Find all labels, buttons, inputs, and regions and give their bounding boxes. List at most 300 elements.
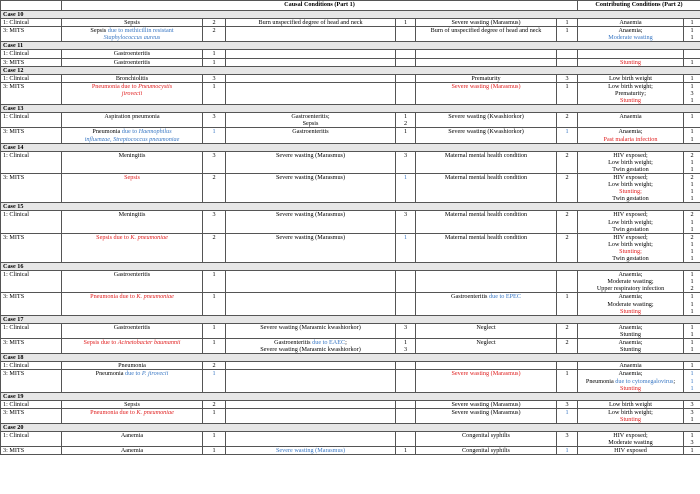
condition-cell — [226, 408, 396, 423]
weight-cell — [557, 58, 578, 66]
condition-text: Anaemia; — [618, 370, 643, 378]
weight-cell — [203, 82, 226, 104]
table-body — [1, 11, 700, 455]
condition-cell — [62, 323, 203, 338]
condition-text: Severe wasting (Marasmus) — [275, 173, 346, 181]
condition-text: Severe wasting (Marasmus) — [275, 151, 346, 159]
condition-text: Severe wasting (Marasmus) — [275, 233, 346, 241]
case-label: Case 11 — [1, 42, 700, 50]
condition-text: Prematurity — [471, 74, 501, 82]
condition-text: Pneumocystis — [138, 82, 173, 90]
weight-value: 1 — [690, 181, 694, 189]
condition-cell — [62, 27, 203, 42]
condition-text: Gastroenteritis — [113, 58, 151, 66]
weight-cell — [203, 50, 226, 58]
row-source-label: 3: MITS — [1, 173, 62, 202]
condition-cell — [226, 447, 396, 455]
weight-cell — [684, 323, 700, 338]
table-row — [1, 370, 700, 392]
condition-cell — [416, 271, 557, 293]
weight-cell — [203, 151, 226, 173]
header-label — [1, 1, 62, 11]
table-row — [1, 27, 700, 42]
condition-cell — [62, 400, 203, 408]
weight-cell — [396, 271, 416, 293]
weight-value: 1 — [565, 82, 569, 90]
weight-value: 1 — [403, 173, 408, 181]
condition-text: Low birth weight; — [608, 181, 653, 189]
weight-cell — [203, 447, 226, 455]
condition-cell — [226, 128, 396, 143]
row-source-label: 3: MITS — [1, 128, 62, 143]
condition-cell — [416, 113, 557, 128]
table-row — [1, 82, 700, 104]
condition-text: Stunting — [620, 346, 641, 354]
condition-cell — [578, 447, 684, 455]
weight-value: 1 — [690, 225, 694, 233]
weight-value: 1 — [690, 255, 694, 262]
weight-value: 1 — [690, 362, 694, 370]
weight-cell — [396, 128, 416, 143]
weight-cell — [396, 27, 416, 42]
case-header-row — [1, 66, 700, 74]
condition-text: Stunting; — [619, 247, 642, 255]
condition-cell — [62, 339, 203, 354]
weight-value: 1 — [403, 233, 408, 241]
weight-value: 1 — [565, 447, 569, 455]
row-source-label: 3: MITS — [1, 58, 62, 66]
condition-cell — [416, 58, 557, 66]
case-label: Case 16 — [1, 263, 700, 271]
weight-cell — [203, 74, 226, 82]
weight-cell — [203, 432, 226, 447]
condition-text: Sepsis — [124, 400, 140, 408]
condition-text: Low birth weight; — [608, 240, 653, 248]
weight-value: 1 — [690, 128, 694, 136]
weight-value: 3 — [690, 439, 694, 447]
case-label: Case 14 — [1, 143, 700, 151]
condition-cell — [578, 19, 684, 27]
weight-cell — [684, 173, 700, 202]
condition-cell — [226, 362, 396, 370]
condition-cell — [578, 82, 684, 104]
row-source-label: 1: Clinical — [1, 271, 62, 293]
weight-value: 2 — [690, 151, 694, 159]
condition-cell — [62, 370, 203, 392]
condition-text: Anaemia; — [618, 339, 643, 347]
weight-value: 2 — [212, 233, 216, 241]
condition-text: Moderate wasting — [608, 34, 653, 42]
weight-cell — [396, 151, 416, 173]
condition-text: Sepsis due to — [96, 233, 131, 241]
weight-value: 1 — [212, 447, 216, 455]
condition-cell — [62, 50, 203, 58]
condition-text: Pneumonia due to — [90, 293, 137, 301]
condition-text: due to methicillin resistant — [107, 27, 174, 35]
case-header-row — [1, 354, 700, 362]
condition-cell — [416, 128, 557, 143]
case-label: Case 19 — [1, 392, 700, 400]
weight-value: 1 — [690, 218, 694, 226]
case-header-row — [1, 315, 700, 323]
weight-cell — [684, 211, 700, 233]
condition-text: Stunting — [620, 97, 641, 105]
condition-text: Low birth weight; — [608, 218, 653, 226]
condition-cell — [416, 432, 557, 447]
weight-cell — [396, 173, 416, 202]
weight-cell — [396, 19, 416, 27]
table-row — [1, 293, 700, 315]
weight-cell — [396, 370, 416, 392]
condition-cell — [578, 362, 684, 370]
condition-text: Stunting — [620, 58, 641, 66]
weight-value: 1 — [690, 158, 694, 166]
condition-text: Severe wasting (Marasmus) — [451, 82, 521, 90]
weight-value: 1 — [690, 339, 694, 347]
condition-text: Severe wasting (Marasmus) — [451, 370, 521, 378]
condition-text: Pneumonia — [118, 362, 146, 370]
case-header-row — [1, 392, 700, 400]
condition-text: Anaemia; — [618, 128, 643, 136]
weight-cell — [203, 19, 226, 27]
case-header-row — [1, 143, 700, 151]
weight-cell — [557, 323, 578, 338]
case-header-row — [1, 203, 700, 211]
condition-text: Anaemia; — [618, 271, 643, 279]
condition-cell — [416, 233, 557, 262]
weight-cell — [684, 271, 700, 293]
case-label: Case 20 — [1, 424, 700, 432]
row-source-label: 3: MITS — [1, 27, 62, 42]
condition-text: due to — [125, 370, 142, 378]
condition-cell — [226, 233, 396, 262]
weight-value: 2 — [212, 362, 216, 370]
condition-text: Severe wasting (Marasmic kwashiorkor) — [260, 346, 361, 354]
condition-text: due to cytomegalovirus — [615, 377, 674, 385]
condition-text: Anaemia — [619, 362, 642, 370]
condition-cell — [62, 128, 203, 143]
weight-cell — [684, 370, 700, 392]
condition-text: due to EAEC — [312, 339, 346, 347]
case-header-row — [1, 42, 700, 50]
weight-cell — [396, 233, 416, 262]
condition-text: Congenital syphilis — [462, 447, 510, 455]
weight-value: 1 — [212, 58, 216, 66]
condition-cell — [62, 19, 203, 27]
condition-cell — [578, 370, 684, 392]
condition-cell — [416, 211, 557, 233]
weight-cell — [203, 173, 226, 202]
weight-value: 1 — [212, 82, 216, 90]
weight-cell — [557, 151, 578, 173]
condition-cell — [226, 339, 396, 354]
condition-text: Sepsis — [302, 120, 319, 128]
condition-text: ; — [345, 339, 347, 347]
weight-value: 2 — [212, 400, 216, 408]
condition-text: Low birth weight — [609, 400, 652, 408]
condition-text: Aspiration pneumonia — [104, 113, 160, 121]
condition-text: jirovecii — [121, 89, 143, 97]
condition-cell — [578, 27, 684, 42]
condition-cell — [416, 339, 557, 354]
weight-cell — [396, 74, 416, 82]
header-causal-conditions: Causal Conditions (Part 1) — [62, 1, 578, 11]
weight-value: 1 — [403, 447, 408, 455]
condition-cell — [62, 271, 203, 293]
weight-cell — [557, 362, 578, 370]
condition-text: Anaemia; — [618, 293, 643, 301]
weight-value: 1 — [212, 370, 216, 378]
row-source-label: 3: MITS — [1, 447, 62, 455]
case-label: Case 12 — [1, 66, 700, 74]
condition-text: Low birth weight; — [608, 82, 653, 90]
weight-value: 1 — [690, 97, 694, 105]
weight-value: 2 — [565, 323, 569, 331]
condition-text: Severe wasting (Marasmus) — [451, 408, 521, 416]
condition-text: Anaemia; — [618, 27, 643, 35]
condition-text: Aanemia — [120, 432, 144, 440]
weight-cell — [684, 58, 700, 66]
condition-cell — [416, 173, 557, 202]
table-row — [1, 432, 700, 447]
condition-text: Sepsis due to — [83, 339, 118, 347]
weight-value: 1 — [212, 128, 216, 136]
weight-cell — [396, 293, 416, 315]
condition-text: Gastroenteritis — [113, 271, 151, 279]
weight-cell — [557, 128, 578, 143]
weight-cell — [557, 271, 578, 293]
weight-value: 1 — [212, 408, 216, 416]
weight-value: 1 — [690, 384, 694, 392]
condition-text: Stunting — [620, 330, 641, 338]
row-source-label: 1: Clinical — [1, 151, 62, 173]
condition-cell — [226, 271, 396, 293]
weight-cell — [557, 293, 578, 315]
condition-cell — [62, 447, 203, 455]
weight-cell — [203, 271, 226, 293]
weight-value: 2 — [690, 173, 694, 181]
condition-cell — [62, 58, 203, 66]
weight-value: 3 — [212, 211, 216, 219]
table-row — [1, 128, 700, 143]
condition-cell — [62, 408, 203, 423]
condition-text: influenzae, Streptococcus pneumoniae — [84, 135, 180, 143]
condition-text: HIV exposed; — [613, 432, 648, 440]
condition-text: K. pneumoniae — [130, 233, 168, 241]
condition-text: due to EPEC — [489, 293, 521, 301]
condition-cell — [578, 151, 684, 173]
condition-text: Neglect — [476, 339, 496, 347]
condition-cell — [226, 58, 396, 66]
condition-cell — [226, 113, 396, 128]
weight-value: 3 — [565, 400, 569, 408]
weight-value: 2 — [565, 151, 569, 159]
condition-cell — [226, 50, 396, 58]
weight-value: 2 — [565, 233, 569, 241]
weight-cell — [557, 432, 578, 447]
weight-cell — [684, 432, 700, 447]
condition-cell — [416, 50, 557, 58]
condition-text: Sepsis — [124, 19, 140, 27]
condition-text: Low birth weight; — [608, 158, 653, 166]
weight-cell — [557, 27, 578, 42]
condition-text: ; — [673, 377, 676, 385]
weight-cell — [557, 173, 578, 202]
condition-text: Moderate wasting — [608, 439, 653, 447]
weight-cell — [396, 432, 416, 447]
condition-cell — [226, 27, 396, 42]
condition-text: Gastroenteritis — [113, 50, 151, 58]
weight-value: 3 — [690, 400, 694, 408]
condition-text: Stunting — [620, 307, 641, 315]
table-row — [1, 447, 700, 455]
condition-text: HIV exposed; — [613, 233, 648, 241]
condition-cell — [416, 82, 557, 104]
condition-cell — [416, 370, 557, 392]
condition-text: Stunting; — [619, 188, 642, 196]
weight-value: 2 — [212, 19, 216, 27]
weight-value: 1 — [212, 293, 216, 301]
condition-cell — [578, 323, 684, 338]
weight-cell — [396, 362, 416, 370]
table-row — [1, 339, 700, 354]
condition-text: Gastroenteritis — [292, 128, 329, 136]
table-row — [1, 271, 700, 293]
condition-cell — [416, 19, 557, 27]
weight-cell — [684, 27, 700, 42]
condition-text: Pneumonia — [92, 128, 122, 136]
condition-cell — [578, 293, 684, 315]
condition-cell — [578, 233, 684, 262]
condition-cell — [416, 362, 557, 370]
condition-text: Moderate wasting; — [607, 278, 654, 286]
condition-text: Maternal mental health condition — [444, 233, 528, 241]
weight-value: 3 — [403, 211, 408, 219]
weight-cell — [203, 323, 226, 338]
weight-value: 2 — [690, 285, 694, 293]
weight-cell — [396, 113, 416, 128]
condition-text: HIV exposed; — [613, 151, 648, 159]
condition-cell — [226, 82, 396, 104]
condition-cell — [226, 370, 396, 392]
weight-value: 1 — [690, 300, 694, 308]
weight-value: 1 — [690, 165, 694, 173]
weight-value: 2 — [565, 113, 569, 121]
weight-value: 1 — [690, 113, 694, 121]
weight-cell — [396, 50, 416, 58]
condition-text: HIV exposed; — [613, 173, 648, 181]
condition-cell — [226, 432, 396, 447]
weight-cell — [396, 323, 416, 338]
weight-cell — [557, 82, 578, 104]
weight-value: 1 — [690, 135, 694, 143]
weight-value: 3 — [212, 151, 216, 159]
weight-cell — [203, 370, 226, 392]
row-source-label: 3: MITS — [1, 82, 62, 104]
condition-text: Maternal mental health condition — [444, 211, 528, 219]
table-row — [1, 323, 700, 338]
weight-value: 2 — [565, 339, 569, 347]
condition-text: Severe wasting (Kwashiorkor) — [448, 128, 524, 136]
condition-cell — [416, 408, 557, 423]
row-source-label: 1: Clinical — [1, 50, 62, 58]
condition-text: Meningitis — [118, 151, 146, 159]
table-row — [1, 58, 700, 66]
condition-text: Meningitis — [118, 211, 146, 219]
weight-cell — [557, 211, 578, 233]
weight-value: 1 — [690, 307, 694, 315]
weight-value: 3 — [403, 323, 408, 331]
condition-text: Low birth weight; — [608, 408, 653, 416]
weight-value: 1 — [565, 27, 569, 35]
weight-value: 1 — [690, 74, 694, 82]
weight-value: 1 — [690, 82, 694, 90]
weight-value: 1 — [690, 377, 694, 385]
condition-text: Severe wasting (Marasmic kwashiorkor) — [260, 323, 361, 331]
condition-text: K. pneumoniae — [136, 293, 174, 301]
condition-text: Sepsis — [124, 173, 140, 181]
condition-cell — [578, 339, 684, 354]
condition-text: Haemophilus — [138, 128, 172, 136]
weight-value: 2 — [565, 211, 569, 219]
condition-text: Burn unspecified degree of head and neck — [258, 19, 363, 27]
row-source-label: 1: Clinical — [1, 432, 62, 447]
weight-value: 3 — [212, 113, 216, 121]
row-source-label: 1: Clinical — [1, 74, 62, 82]
weight-cell — [684, 74, 700, 82]
condition-text: Prematurity; — [615, 89, 646, 97]
row-source-label: 1: Clinical — [1, 362, 62, 370]
weight-cell — [396, 82, 416, 104]
condition-cell — [578, 408, 684, 423]
condition-cell — [416, 323, 557, 338]
condition-cell — [416, 400, 557, 408]
weight-cell — [557, 19, 578, 27]
condition-cell — [226, 211, 396, 233]
weight-value: 3 — [690, 408, 694, 416]
weight-value: 1 — [690, 34, 694, 42]
table-row — [1, 408, 700, 423]
weight-cell — [396, 400, 416, 408]
weight-cell — [203, 211, 226, 233]
weight-value: 1 — [690, 240, 694, 248]
condition-text: Severe wasting (Marasmus) — [275, 211, 346, 219]
condition-text: Twin gestation — [612, 165, 649, 173]
weight-cell — [684, 19, 700, 27]
weight-cell — [684, 233, 700, 262]
case-header-row — [1, 263, 700, 271]
condition-cell — [578, 74, 684, 82]
weight-value: 1 — [690, 247, 694, 255]
weight-cell — [203, 400, 226, 408]
weight-value: 3 — [403, 346, 408, 354]
weight-cell — [203, 293, 226, 315]
condition-cell — [62, 113, 203, 128]
weight-value: 1 — [212, 432, 216, 440]
table-row — [1, 151, 700, 173]
condition-cell — [226, 293, 396, 315]
condition-cell — [578, 173, 684, 202]
weight-cell — [396, 339, 416, 354]
case-label: Case 15 — [1, 203, 700, 211]
weight-value: 1 — [690, 58, 694, 66]
table-row — [1, 211, 700, 233]
weight-value: 3 — [212, 74, 216, 82]
row-source-label: 1: Clinical — [1, 113, 62, 128]
weight-value: 1 — [690, 415, 694, 423]
weight-cell — [557, 370, 578, 392]
condition-cell — [578, 50, 684, 58]
